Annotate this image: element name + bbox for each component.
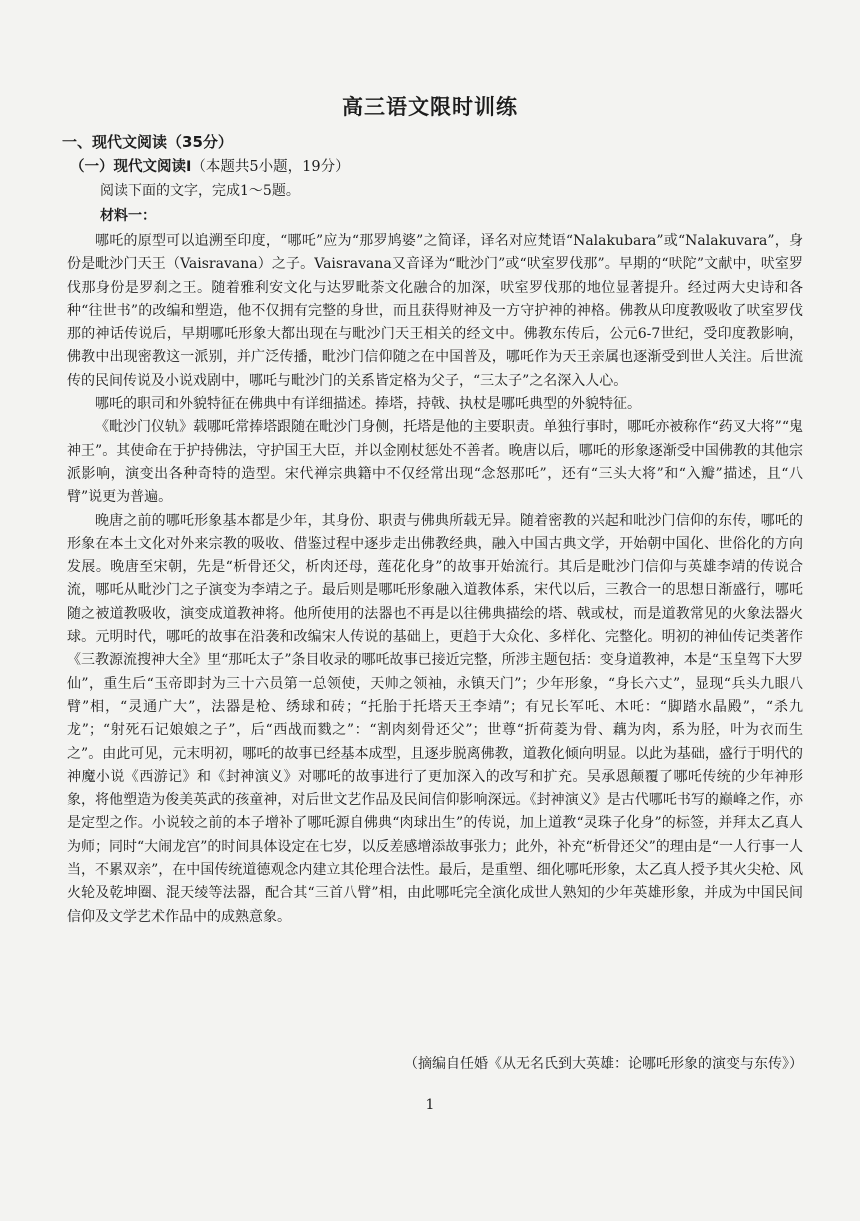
section-heading: 一、现代文阅读（35分）	[62, 133, 233, 151]
subsection-label: （一）现代文阅读Ⅰ	[70, 159, 192, 175]
page-title: 高三语文限时训练	[342, 95, 518, 119]
paragraph: 哪吒的职司和外貌特征在佛典中有详细描述。捧塔，持戟、执杖是哪吒典型的外貌特征。	[95, 396, 641, 413]
material-label: 材料一：	[100, 208, 156, 224]
paragraph: 晚唐之前的哪吒形象基本都是少年，其身份、职责与佛典所载无异。随着密教的兴起和吡沙门信仰的东传，哪吒的形象在本土文化对外来宗教的吸收、借鉴过程中逐步走出佛教经典，融入中国古典文学，开始朝中国化、世俗化的方向发展。晚唐至宋朝，先是“析骨还父，析肉还母，莲花化身”的故事开始流行。其后是毗沙门信仰与英雄李靖的传说合流，哪吒从毗沙门之子演变为李靖之子。最后则是哪吒形象融入道教体系，宋代以后，三教合一的思想日渐盛行，哪吒随之被道教吸收，演变成道教神将。他所使用的法器也不再是以往佛典描绘的塔、戟或杖，而是道教常见的火象法器火球。元明时代，哪吒的故事在沿袭和改编宋人传说的基础上，更趋于大众化、多样化、完整化。明初的神仙传记类著作《三教源流搜神大全》里“那吒太子”条目收录的哪吒故事已接近完整，所涉主题包括：变身道教神，本是“玉皇驾下大罗仙”，重生后“玉帝即封为三十六员第一总领使，天帅之领袖，永镇天门”；少年形象，“身长六丈”，显现“兵头九眼八臂”相，“灵通广大”，法器是枪、绣球和砖；“托胎于托塔天王李靖”；有兄长军吒、木吒：“脚踏水晶殿”，“杀九龙”；“射死石记娘娘之子”，后“西战而戮之”：“割肉刻骨还父”；世尊“折荷菱为骨、藕为肉，系为胫，叶为衣而生之”。由此可见，元末明初，哪吒的故事已经基本成型，且逐步脱离佛教，道教化倾向明显。以此为基础，盛行于明代的神魔小说《西游记》和《封神演义》对哪吒的故事进行了更加深入的改写和扩充。吴承恩颠覆了哪吒传统的少年神形象，将他塑造为俊美英武的孩童神，对后世文艺作品及民间信仰影响深远。《封神演义》是古代哪吒书写的巅峰之作，亦是定型之作。小说较之前的本子增补了哪吒源自佛典“肉球出生”的传说，加上道教“灵珠子化身”的标签，并拜太乙真人为师；同时“大闹龙宫”的时间具体设定在七岁，以反差感增添故事张力；此外，补充“析骨还父”的理由是“一人行事一人当，不累双亲”，在中国传统道德观念内建立其伦理合法性。最后，是重塑、细化哪吒形象，太乙真人授予其火尖枪、风火轮及乾坤圈、混天绫等法器，配合其“三首八臂”相，由此哪吒完全演化成世人熟知的少年英雄形象，并成为中国民间信仰及文学艺术作品中的成熟意象。	[67, 512, 803, 925]
paragraph: 《毗沙门仪轨》载哪吒常捧塔跟随在毗沙门身侧，托塔是他的主要职责。单独行事时，哪吒亦被称作“药叉大将”“鬼神王”。其使命在于护持佛法，守护国王大臣，并以金刚杖惩处不善者。晚唐以后，哪吒的形象逐渐受中国佛教的其他宗派影响，演变出各种奇特的造型。宋代禅宗典籍中不仅经常出现“念怒那吒”，还有“三头大将”和“入瓣”描述，且“八臂”说更为普遍。	[67, 419, 803, 506]
source-citation: （摘编自任婚《从无名氏到大英雄：论哪吒形象的演变与东传》）	[404, 1056, 803, 1072]
page-number: 1	[425, 1097, 435, 1113]
instruction-text: 阅读下面的文字，完成1～5题。	[100, 183, 300, 199]
subsection-heading	[70, 155, 350, 176]
paragraph: 哪吒的原型可以追溯至印度，“哪吒”应为“那罗鸠婆”之简译，译名对应梵语“Nalakubara”或“Nalakuvara”，身份是毗沙门天王（Vaisravana）之子。Vaisravana又音译为“毗沙门”或“吠室罗伐那”。早期的“吠陀”文献中，吠室罗伐那身份是罗刹之王。随着雅利安文化与达罗毗荼文化融合的加深，吠室罗伐那的地位显著提升。经过两大史诗和各种“往世书”的改编和塑造，他不仅拥有完整的身世，而且获得财神及一方守护神的神格。佛教从印度教吸收了吠室罗伐那的神话传说后，早期哪吒形象大都出现在与毗沙门天王相关的经文中。佛教东传后，公元6-7世纪，受印度教影响，佛教中出现密教这一派别，并广泛传播，毗沙门信仰随之在中国普及，哪吒作为天王亲属也逐渐受到世人关注。后世流传的民间传说及小说戏剧中，哪吒与毗沙门的关系皆定格为父子，“三太子”之名深入人心。	[67, 233, 803, 389]
passage-body	[67, 230, 803, 929]
subsection-note: （本题共5小题，19分）	[191, 159, 350, 175]
